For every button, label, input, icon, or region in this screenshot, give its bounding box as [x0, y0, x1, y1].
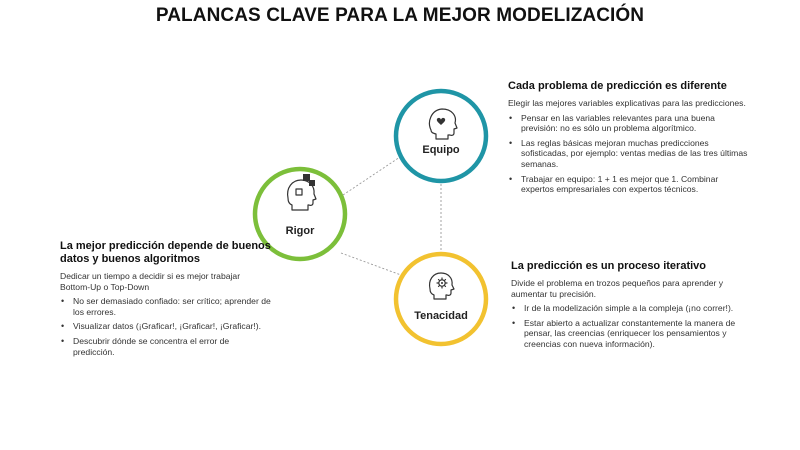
- list-item: • Estar abierto a actualizar constantemente la manera de pensar, las creencias (enriquecer los pensamientos y creencias con nueva información).: [511, 318, 743, 350]
- connector-rigor-equipo: [343, 157, 400, 195]
- node-rigor-label: Rigor: [285, 225, 315, 237]
- node-tenacidad-label: Tenacidad: [414, 310, 468, 322]
- node-equipo-label: Equipo: [422, 144, 460, 156]
- panel-tenacidad-list: [511, 303, 743, 349]
- page-title: PALANCAS CLAVE PARA LA MEJOR MODELIZACIÓN: [155, 5, 645, 26]
- node-tenacidad: [396, 254, 486, 344]
- list-item: • No ser demasiado confiado: ser crítico; aprender de los errores.: [60, 296, 272, 317]
- list-item: • Visualizar datos (¡Graficar!, ¡Graficar!, ¡Graficar!).: [60, 321, 272, 332]
- panel-rigor-heading: La mejor predicción depende de buenos datos y buenos algoritmos: [60, 240, 271, 265]
- panel-tenacidad-heading: La predicción es un proceso iterativo: [511, 260, 706, 272]
- panel-rigor-list: [60, 296, 272, 357]
- list-item: • Las reglas básicas mejoran muchas predicciones sofisticadas, por ejemplo: ventas medias de las tres últimas semanas.: [508, 138, 750, 170]
- panel-tenacidad-intro: Divide el problema en trozos pequeños para aprender y aumentar tu precisión.: [511, 278, 724, 299]
- list-item: • Pensar en las variables relevantes para una buena previsión: no es sólo un problema algorítmico.: [508, 113, 750, 134]
- panel-rigor: [60, 240, 272, 361]
- panel-equipo-intro: Elegir las mejores variables explicativas para las predicciones.: [508, 98, 746, 108]
- panel-equipo-list: [508, 113, 750, 195]
- connector-rigor-tenacidad: [341, 253, 401, 275]
- list-item: • Trabajar en equipo: 1 + 1 es mejor que 1. Combinar expertos empresariales con expertos técnicos.: [508, 174, 750, 195]
- panel-equipo: [508, 80, 750, 199]
- panel-equipo-heading: Cada problema de predicción es diferente: [508, 80, 727, 92]
- list-item: • Descubrir dónde se concentra el error de predicción.: [60, 336, 272, 357]
- panel-rigor-intro: Dedicar un tiempo a decidir si es mejor trabajar Bottom-Up o Top-Down: [60, 271, 241, 292]
- panel-tenacidad: [511, 260, 743, 354]
- list-item: • Ir de la modelización simple a la compleja (¡no correr!).: [511, 303, 743, 314]
- node-equipo: [396, 91, 486, 181]
